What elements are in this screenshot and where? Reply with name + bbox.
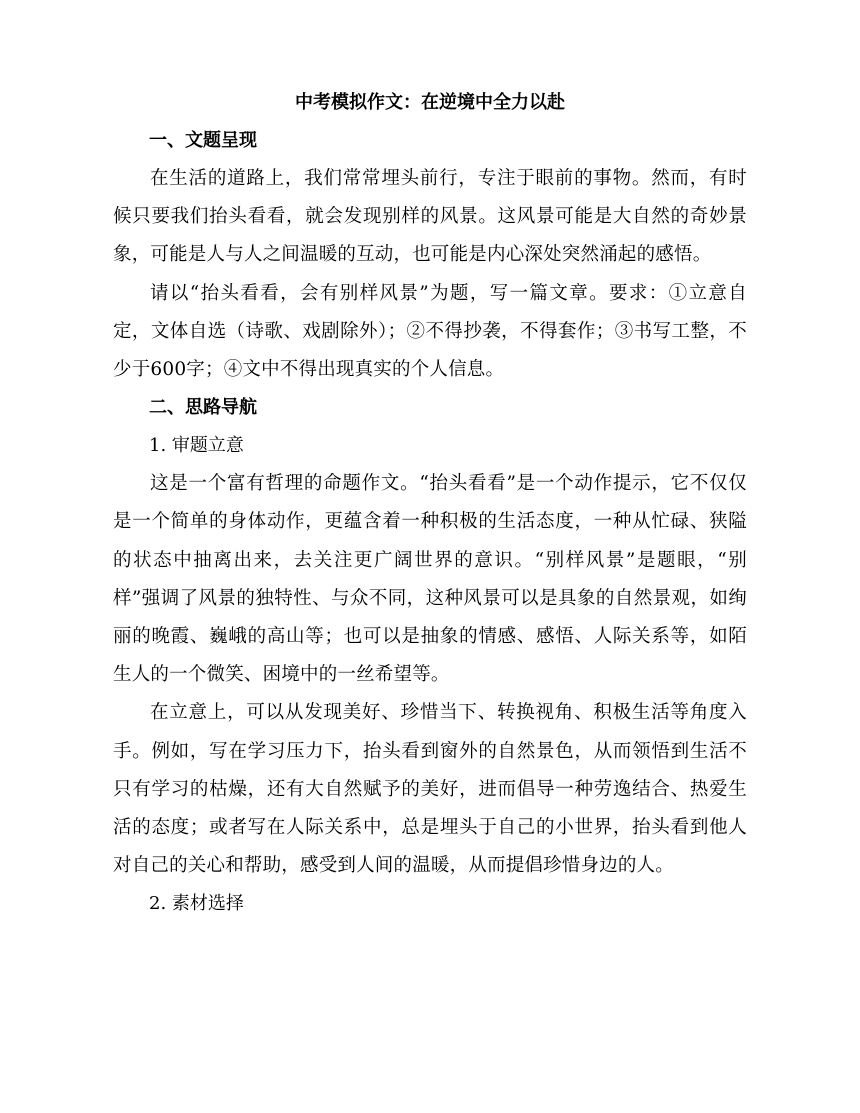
section-heading-prompt: 一、文题呈现 <box>149 130 257 151</box>
requirements-paragraph: 请以“抬头看看，会有别样风景”为题，写一篇文章。要求：①立意自定，文体自选（诗歌、戏剧除外）；②不得抄袭，不得套作；③书写工整，不少于600字；④文中不得出现真实的个人信息。 <box>113 282 747 381</box>
section-heading-guide: 二、思路导航 <box>149 397 257 419</box>
subheading-topic-analysis: 1. 审题立意 <box>149 435 244 457</box>
prompt-paragraph: 在生活的道路上，我们常常埋头前行，专注于眼前的事物。然而，有时候只要我们抬头看看，就会发现别样的风景。这风景可能是大自然的奇妙景象，可能是人与人之间温暖的互动，也可能是内心深处突然涌起的感悟。 <box>113 168 747 266</box>
document-body <box>113 84 747 923</box>
analysis-paragraph: 这是一个富有哲理的命题作文。“抬头看看”是一个动作提示，它不仅仅是一个简单的身体动作，更蕴含着一种积极的生活态度，一种从忙碌、狭隘的状态中抽离出来，去关注更广阔世界的意识。“别样风景”是题眼，“别样”强调了风景的独特性、与众不同，这种风景可以是具象的自然景观，如绚丽的晚霞、巍峨的高山等；也可以是抽象的情感、感悟、人际关系等，如陌生人的一个微笑、困境中的一丝希望等。 <box>113 473 747 686</box>
theme-paragraph: 在立意上，可以从发现美好、珍惜当下、转换视角、积极生活等角度入手。例如，写在学习压力下，抬头看到窗外的自然景色，从而领悟到生活不只有学习的枯燥，还有大自然赋予的美好，进而倡导一种劳逸结合、热爱生活的态度；或者写在人际关系中，总是埋头于自己的小世界，抬头看到他人对自己的关心和帮助，感受到人间的温暖，从而提倡珍惜身边的人。 <box>113 702 747 877</box>
document-title: 中考模拟作文：在逆境中全力以赴 <box>295 92 565 113</box>
subheading-material-selection: 2. 素材选择 <box>149 893 244 915</box>
